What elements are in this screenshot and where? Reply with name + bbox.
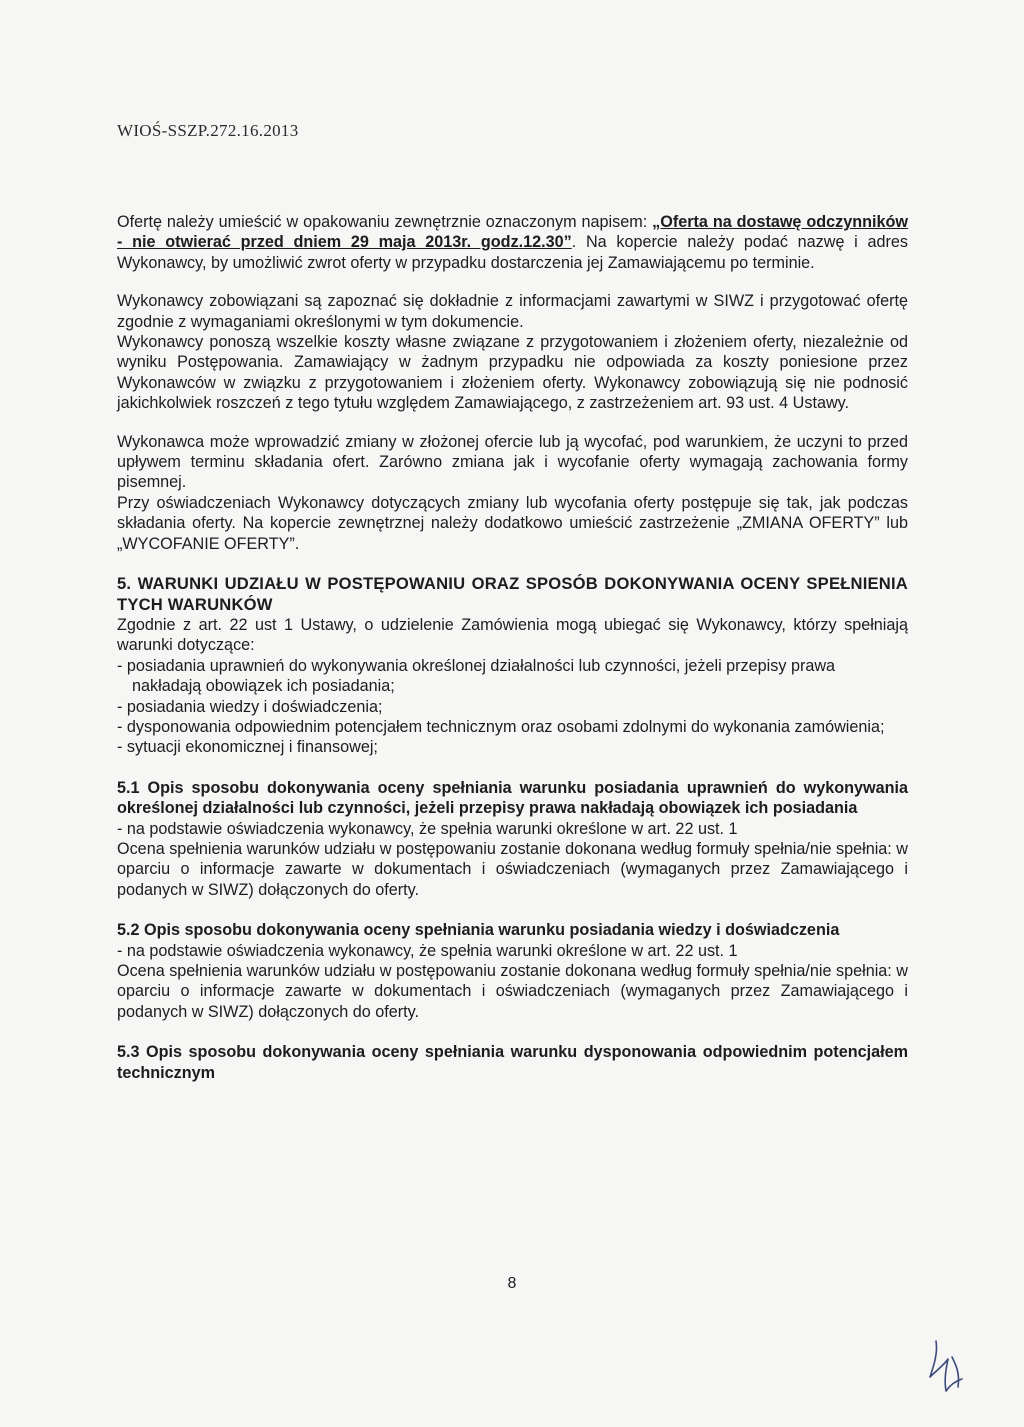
list-item: - dysponowania odpowiednim potencjałem technicznym oraz osobami zdolnymi do wykonania zamówienia; [117, 717, 885, 736]
section-5-1-assessment: Ocena spełnienia warunków udziału w postępowaniu zostanie dokonana według formuły spełnia/nie spełnia: w oparciu o informacje zawarte w dokumentach i oświadczeniach (wymaganych przez Zamawiającego i podanych w SIWZ) dołączonych do oferty. [117, 839, 908, 899]
paragraph-costs: Wykonawcy ponoszą wszelkie koszty własne związane z przygotowaniem i złożeniem oferty, niezależnie od wyniku Postępowania. Zamawiający w żadnym przypadku nie odpowiada za koszty poniesione przez Wykonawców w związku z przygotowaniem i złożeniem oferty. Wykonawcy zobowiązują się nie podnosić jakichkolwiek roszczeń z tego tytułu względem Zamawiającego, z zastrzeżeniem art. 93 ust. 4 Ustawy. [117, 333, 908, 413]
handwritten-initials-icon [922, 1335, 972, 1395]
envelope-label-text: „Oferta na dostawę odczynników - nie otwierać przed dniem 29 maja 2013r. godz.12.30” [117, 213, 908, 252]
document-body [117, 212, 908, 1083]
spacer [117, 273, 908, 291]
section-5-title: 5. WARUNKI UDZIAŁU W POSTĘPOWANIU ORAZ SPOSÓB DOKONYWANIA OCENY SPEŁNIENIA TYCH WARUNKÓW [117, 574, 908, 614]
section-5-2-title: 5.2 Opis sposobu dokonywania oceny spełniania warunku posiadania wiedzy i doświadczenia [117, 921, 840, 940]
section-5-3-title: 5.3 Opis sposobu dokonywania oceny spełniania warunku dysponowania odpowiednim potencjałem technicznym [117, 1043, 908, 1082]
spacer [117, 900, 908, 920]
list-item: - posiadania uprawnień do wykonywania określonej działalności lub czynności, jeżeli przepisy prawa nakładają obowiązek ich posiadania; [117, 656, 836, 696]
paragraph-envelope-text-a: Ofertę należy umieścić w opakowaniu zewnętrznie oznaczonym napisem: [117, 213, 653, 231]
spacer [117, 1022, 908, 1042]
section-5-2-assessment: Ocena spełnienia warunków udziału w postępowaniu zostanie dokonana według formuły spełnia/nie spełnia: w oparciu o informacje zawarte w dokumentach i oświadczeniach (wymaganych przez Zamawiającego i podanych w SIWZ) dołączonych do oferty. [117, 962, 908, 1021]
paragraph-envelope [117, 212, 908, 273]
spacer [117, 758, 908, 778]
paragraph-withdrawal: Przy oświadczeniach Wykonawcy dotyczących zmiany lub wycofania oferty postępuje się tak, jak podczas składania oferty. Na kopercie zewnętrznej należy dodatkowo umieścić zastrzeżenie „ZMIANA OFERTY” lub „WYCOFANIE OFERTY”. [117, 493, 908, 553]
paragraph-envelope-text-c: . Na kopercie należy podać nazwę i adres Wykonawcy, by umożliwić zwrot oferty w przypadku dostarczenia jej Zamawiającemu po terminie. [117, 233, 908, 272]
list-item: - posiadania wiedzy i doświadczenia; [117, 697, 383, 716]
spacer [117, 554, 908, 574]
section-5-1-title: 5.1 Opis sposobu dokonywania oceny spełniania warunku posiadania uprawnień do wykonywania określonej działalności lub czynności, jeżeli przepisy prawa nakładają obowiązek ich posiadania [117, 778, 908, 818]
section-5-2-basis: - na podstawie oświadczenia wykonawcy, że spełnia warunki określone w art. 22 ust. 1 [117, 941, 738, 960]
page-number: 8 [507, 1275, 517, 1292]
list-item: - sytuacji ekonomicznej i finansowej; [117, 738, 378, 757]
paragraph-changes: Wykonawca może wprowadzić zmiany w złożonej ofercie lub ją wycofać, pod warunkiem, że uczyni to przed upływem terminu składania ofert. Zarówno zmiana jak i wycofanie oferty wymagają zachowania formy pisemnej. [117, 432, 908, 492]
section-5-1-basis: - na podstawie oświadczenia wykonawcy, że spełnia warunki określone w art. 22 ust. 1 [117, 819, 738, 838]
spacer [117, 414, 908, 432]
document-reference: WIOŚ-SSZP.272.16.2013 [117, 121, 299, 140]
section-5-intro: Zgodnie z art. 22 ust 1 Ustawy, o udzielenie Zamówienia mogą ubiegać się Wykonawcy, którzy spełniają warunki dotyczące: [117, 615, 908, 655]
paragraph-siwz: Wykonawcy zobowiązani są zapoznać się dokładnie z informacjami zawartymi w SIWZ i przygotować ofertę zgodnie z wymaganiami określonymi w tym dokumencie. [117, 292, 908, 331]
